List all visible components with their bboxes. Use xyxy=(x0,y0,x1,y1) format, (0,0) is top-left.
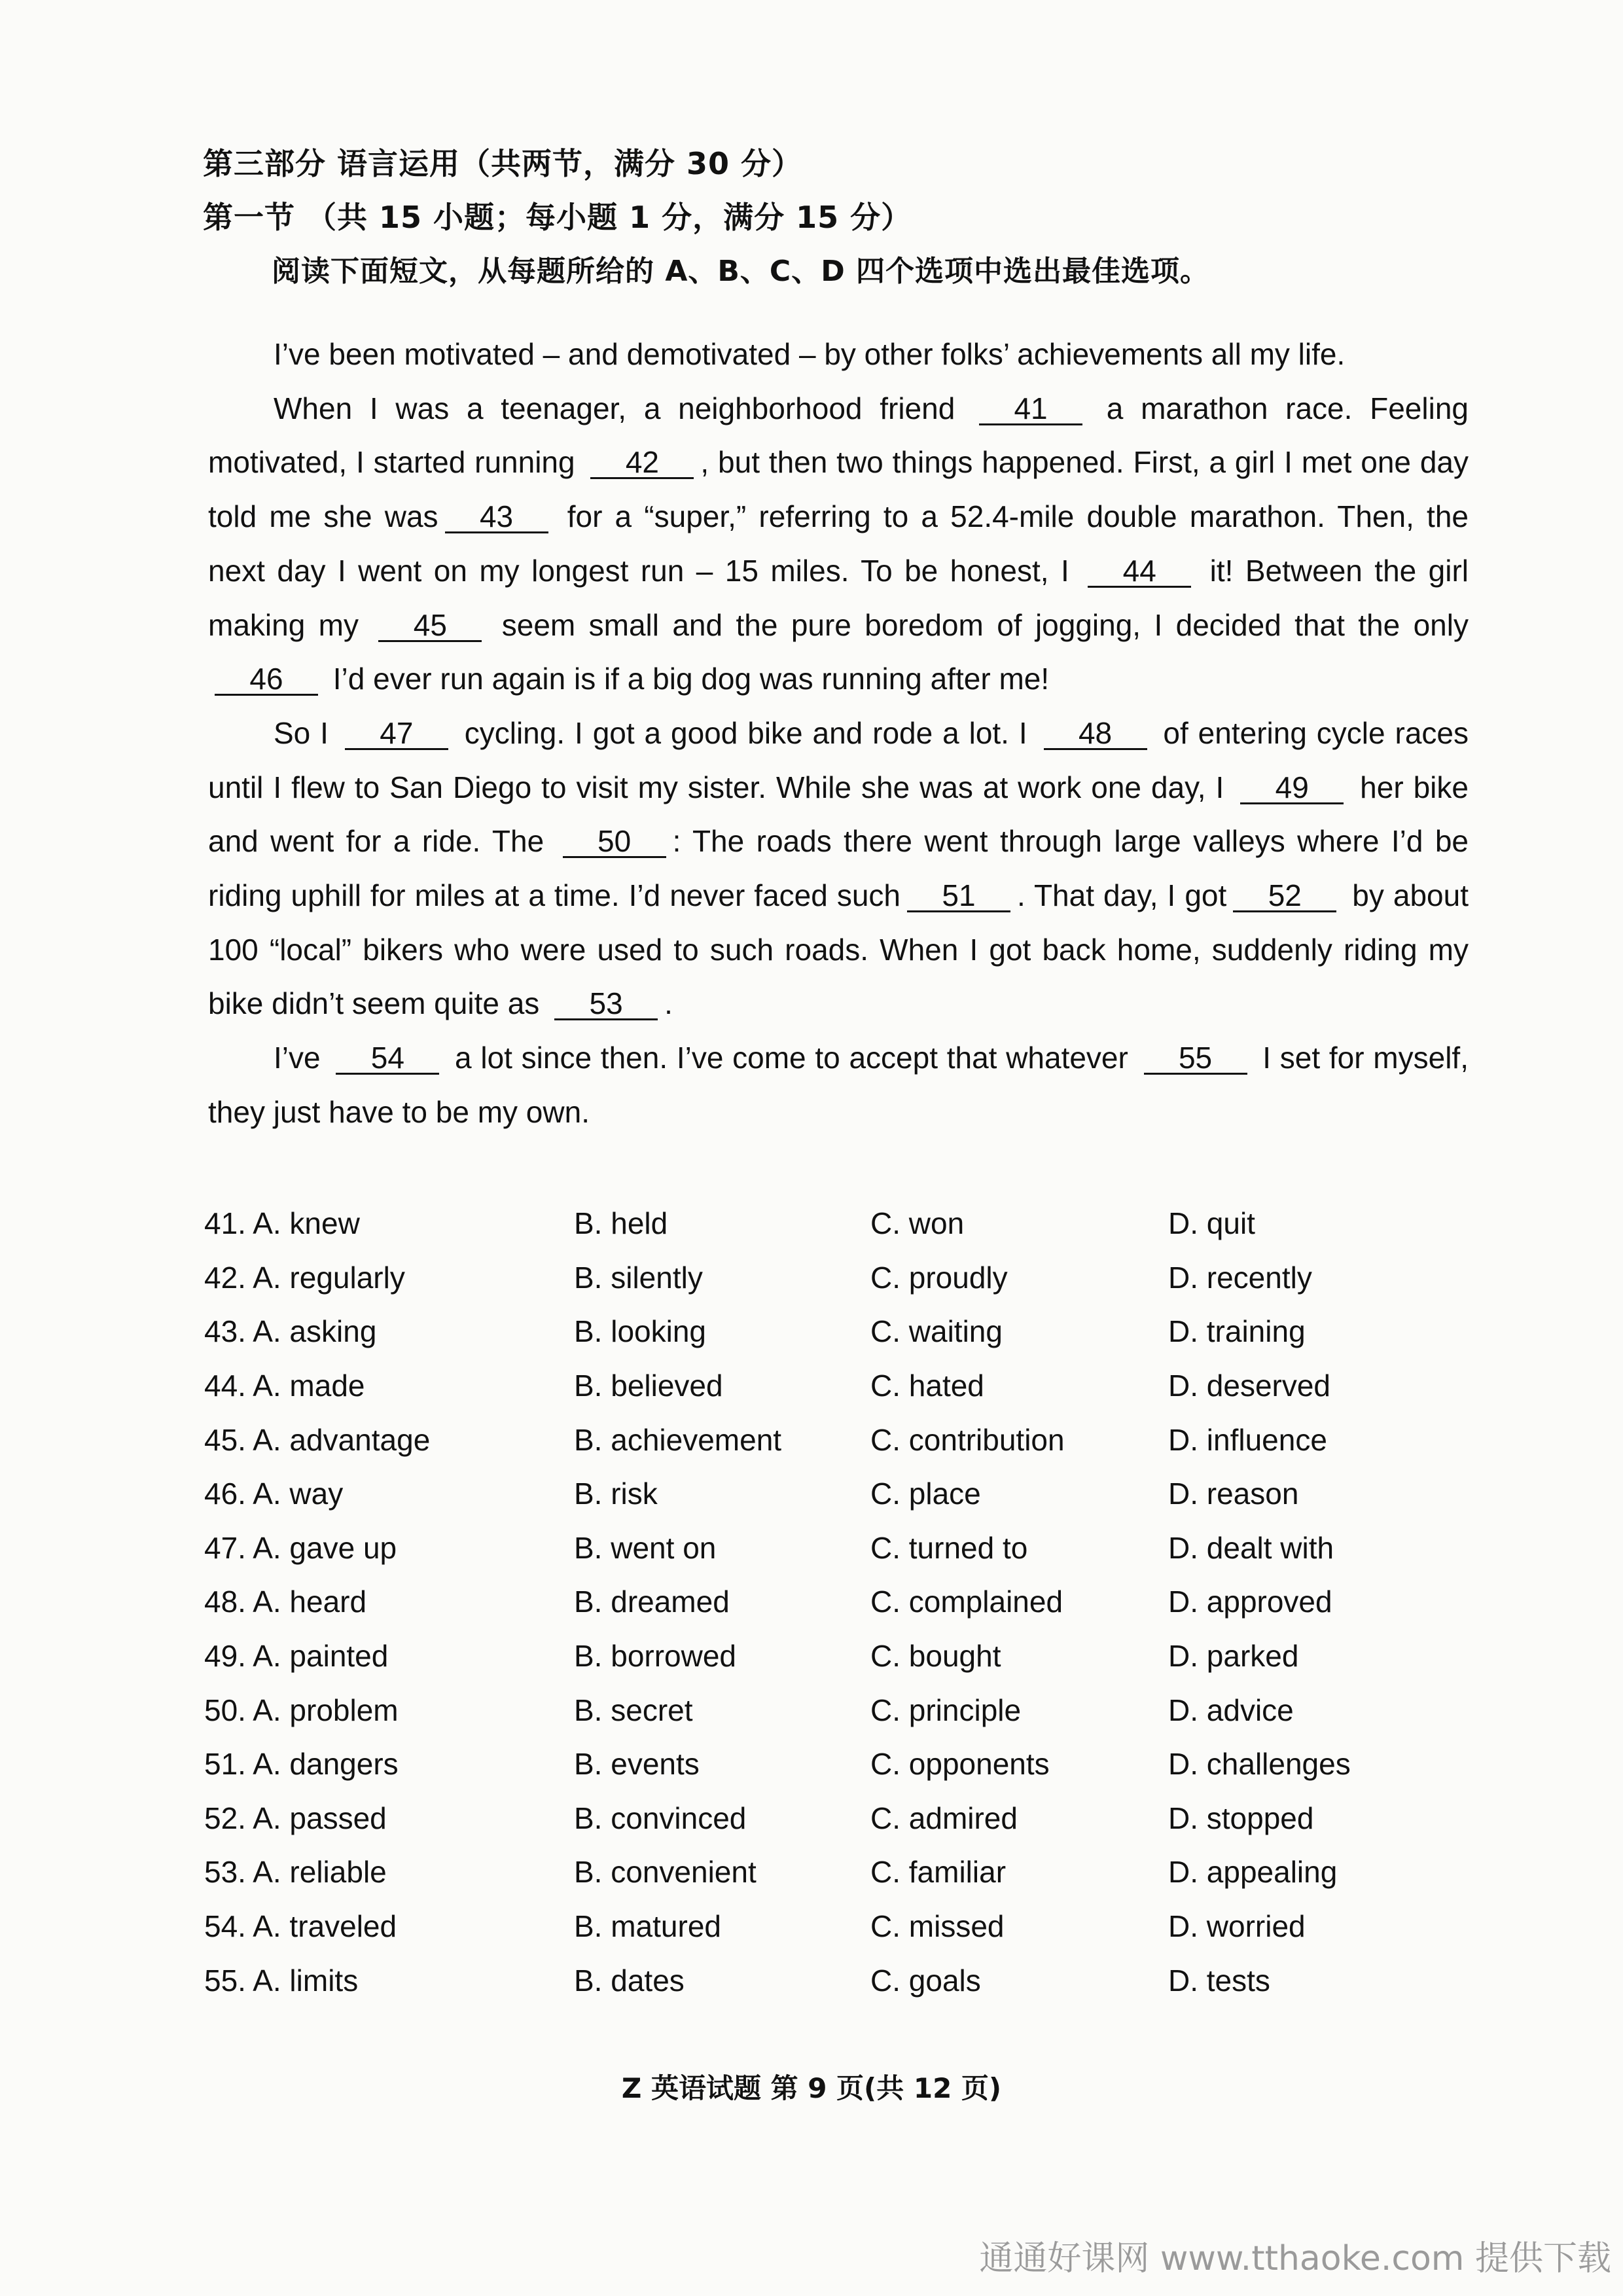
passage-text: . xyxy=(664,986,673,1021)
option-c[interactable]: C. familiar xyxy=(870,1855,1007,1890)
option-b[interactable]: B. looking xyxy=(574,1314,707,1349)
question-41-options xyxy=(204,1196,1448,1251)
cloze-passage xyxy=(208,327,1469,1139)
part-heading: 第三部分 语言运用（共两节，满分 30 分） xyxy=(203,146,803,181)
blank-45[interactable]: 45 xyxy=(378,610,482,642)
question-42-options xyxy=(204,1251,1448,1305)
option-a[interactable]: 51. A. dangers xyxy=(204,1747,399,1782)
option-b[interactable]: B. convenient xyxy=(574,1855,757,1890)
option-c[interactable]: C. won xyxy=(870,1206,965,1241)
option-d[interactable]: D. reason xyxy=(1168,1477,1299,1511)
blank-43[interactable]: 43 xyxy=(445,501,548,533)
blank-50[interactable]: 50 xyxy=(563,826,666,858)
passage-text: a lot since then. I’ve come to accept that whatever xyxy=(446,1041,1137,1075)
option-c[interactable]: C. hated xyxy=(870,1369,984,1403)
passage-text: I’ve xyxy=(274,1041,330,1075)
passage-text: her bike and went for a ride. The xyxy=(208,770,1469,859)
option-c[interactable]: C. principle xyxy=(870,1693,1022,1727)
option-c[interactable]: C. bought xyxy=(870,1639,1001,1674)
option-a[interactable]: 55. A. limits xyxy=(204,1963,359,1998)
option-c[interactable]: C. opponents xyxy=(870,1747,1050,1782)
blank-41[interactable]: 41 xyxy=(979,393,1082,425)
instruction-text: 阅读下面短文，从每题所给的 A、B、C、D 四个选项中选出最佳选项。 xyxy=(272,255,1210,288)
page-footer: Z 英语试题 第 9 页(共 12 页) xyxy=(621,2072,1002,2104)
question-51-options xyxy=(204,1737,1448,1791)
option-d[interactable]: D. appealing xyxy=(1168,1855,1338,1890)
option-a[interactable]: 42. A. regularly xyxy=(204,1260,405,1295)
option-b[interactable]: B. dates xyxy=(574,1963,685,1998)
option-a[interactable]: 44. A. made xyxy=(204,1369,365,1403)
option-b[interactable]: B. secret xyxy=(574,1693,693,1727)
question-50-options xyxy=(204,1683,1448,1737)
answer-options xyxy=(204,1196,1448,2007)
passage-text: a marathon race. Feeling motivated, I started running xyxy=(208,391,1469,480)
option-b[interactable]: B. convinced xyxy=(574,1801,747,1835)
option-c[interactable]: C. admired xyxy=(870,1801,1018,1835)
option-a[interactable]: 43. A. asking xyxy=(204,1314,377,1349)
question-47-options xyxy=(204,1521,1448,1575)
option-d[interactable]: D. worried xyxy=(1168,1909,1306,1944)
section-heading: 第一节 （共 15 小题；每小题 1 分，满分 15 分） xyxy=(203,200,912,235)
option-a[interactable]: 53. A. reliable xyxy=(204,1855,387,1890)
option-a[interactable]: 50. A. problem xyxy=(204,1693,399,1727)
passage-text: I’d ever run again is if a big dog was running after me! xyxy=(325,662,1050,696)
passage-text: So I xyxy=(274,715,338,750)
question-43-options xyxy=(204,1304,1448,1359)
blank-44[interactable]: 44 xyxy=(1088,556,1191,588)
option-a[interactable]: 46. A. way xyxy=(204,1477,344,1511)
blank-48[interactable]: 48 xyxy=(1044,718,1147,750)
option-d[interactable]: D. parked xyxy=(1168,1639,1299,1674)
question-44-options xyxy=(204,1359,1448,1413)
option-c[interactable]: C. place xyxy=(870,1477,981,1511)
blank-46[interactable]: 46 xyxy=(215,664,318,696)
blank-49[interactable]: 49 xyxy=(1240,772,1344,804)
option-b[interactable]: B. achievement xyxy=(574,1422,782,1457)
blank-54[interactable]: 54 xyxy=(336,1043,439,1075)
option-a[interactable]: 47. A. gave up xyxy=(204,1530,397,1565)
passage-text: When I was a teenager, a neighborhood friend xyxy=(274,391,973,425)
option-c[interactable]: C. proudly xyxy=(870,1260,1008,1295)
question-48-options xyxy=(204,1575,1448,1629)
passage-text: cycling. I got a good bike and rode a lot. I xyxy=(454,715,1037,750)
question-53-options xyxy=(204,1845,1448,1899)
passage-text: it! Between the girl making my xyxy=(208,553,1469,642)
option-d[interactable]: D. challenges xyxy=(1168,1747,1351,1782)
passage-text: , but then two things happened. First, a girl I met one day told me she was xyxy=(208,445,1469,534)
blank-42[interactable]: 42 xyxy=(590,447,694,479)
passage-text: : The roads there went through large valleys where I’d be riding uphill for miles at a time. I’d never faced such xyxy=(208,824,1469,913)
passage-paragraph-1: I’ve been motivated – and demotivated – by other folks’ achievements all my life. xyxy=(274,337,1346,371)
blank-47[interactable]: 47 xyxy=(345,718,448,750)
option-d[interactable]: D. tests xyxy=(1168,1963,1270,1998)
option-b[interactable]: B. events xyxy=(574,1747,700,1782)
passage-paragraph-2 xyxy=(208,382,1469,706)
option-d[interactable]: D. influence xyxy=(1168,1422,1327,1457)
question-49-options xyxy=(204,1629,1448,1683)
option-d[interactable]: D. advice xyxy=(1168,1693,1294,1727)
option-c[interactable]: C. complained xyxy=(870,1585,1063,1619)
option-c[interactable]: C. missed xyxy=(870,1909,1005,1944)
passage-text: of entering cycle races until I flew to San Diego to visit my sister. While she was at work one day, I xyxy=(208,715,1469,804)
option-b[interactable]: B. held xyxy=(574,1206,668,1241)
option-d[interactable]: D. training xyxy=(1168,1314,1306,1349)
question-54-options xyxy=(204,1899,1448,1954)
question-45-options xyxy=(204,1412,1448,1467)
option-a[interactable]: 45. A. advantage xyxy=(204,1422,431,1457)
option-a[interactable]: 52. A. passed xyxy=(204,1801,387,1835)
option-a[interactable]: 41. A. knew xyxy=(204,1206,360,1241)
option-a[interactable]: 48. A. heard xyxy=(204,1585,367,1619)
passage-paragraph-4 xyxy=(208,1031,1469,1139)
passage-text: I set for myself, they just have to be my own. xyxy=(208,1041,1469,1129)
option-d[interactable]: D. quit xyxy=(1168,1206,1255,1241)
passage-text: seem small and the pure boredom of jogging, I decided that the only xyxy=(488,607,1469,642)
passage-paragraph-3 xyxy=(208,706,1469,1031)
option-b[interactable]: B. borrowed xyxy=(574,1639,737,1674)
blank-53[interactable]: 53 xyxy=(554,988,658,1020)
option-a[interactable]: 49. A. painted xyxy=(204,1639,389,1674)
blank-51[interactable]: 51 xyxy=(907,880,1010,912)
option-b[interactable]: B. dreamed xyxy=(574,1585,730,1619)
passage-text: for a “super,” referring to a 52.4-mile double marathon. Then, the next day I went on my longest run – 15 miles. To be honest, I xyxy=(208,499,1469,588)
option-b[interactable]: B. risk xyxy=(574,1477,658,1511)
option-b[interactable]: B. matured xyxy=(574,1909,721,1944)
option-d[interactable]: D. recently xyxy=(1168,1260,1312,1295)
option-a[interactable]: 54. A. traveled xyxy=(204,1909,397,1944)
question-52-options xyxy=(204,1791,1448,1846)
option-d[interactable]: D. dealt with xyxy=(1168,1530,1334,1565)
option-d[interactable]: D. approved xyxy=(1168,1585,1332,1619)
option-c[interactable]: C. turned to xyxy=(870,1530,1028,1565)
question-55-options xyxy=(204,1953,1448,2007)
option-c[interactable]: C. contribution xyxy=(870,1422,1065,1457)
site-watermark: 通通好课网 www.tthaoke.com 提供下载 xyxy=(979,2239,1611,2278)
option-c[interactable]: C. waiting xyxy=(870,1314,1003,1349)
option-d[interactable]: D. stopped xyxy=(1168,1801,1314,1835)
option-b[interactable]: B. silently xyxy=(574,1260,703,1295)
blank-52[interactable]: 52 xyxy=(1233,880,1336,912)
question-46-options xyxy=(204,1467,1448,1521)
passage-text: . That day, I got xyxy=(1017,878,1227,913)
blank-55[interactable]: 55 xyxy=(1144,1043,1247,1075)
option-b[interactable]: B. went on xyxy=(574,1530,717,1565)
option-b[interactable]: B. believed xyxy=(574,1369,723,1403)
option-c[interactable]: C. goals xyxy=(870,1963,981,1998)
passage-text: by about 100 “local” bikers who were used to such roads. When I got back home, suddenly riding my bike didn’t seem quite as xyxy=(208,878,1469,1021)
option-d[interactable]: D. deserved xyxy=(1168,1369,1331,1403)
